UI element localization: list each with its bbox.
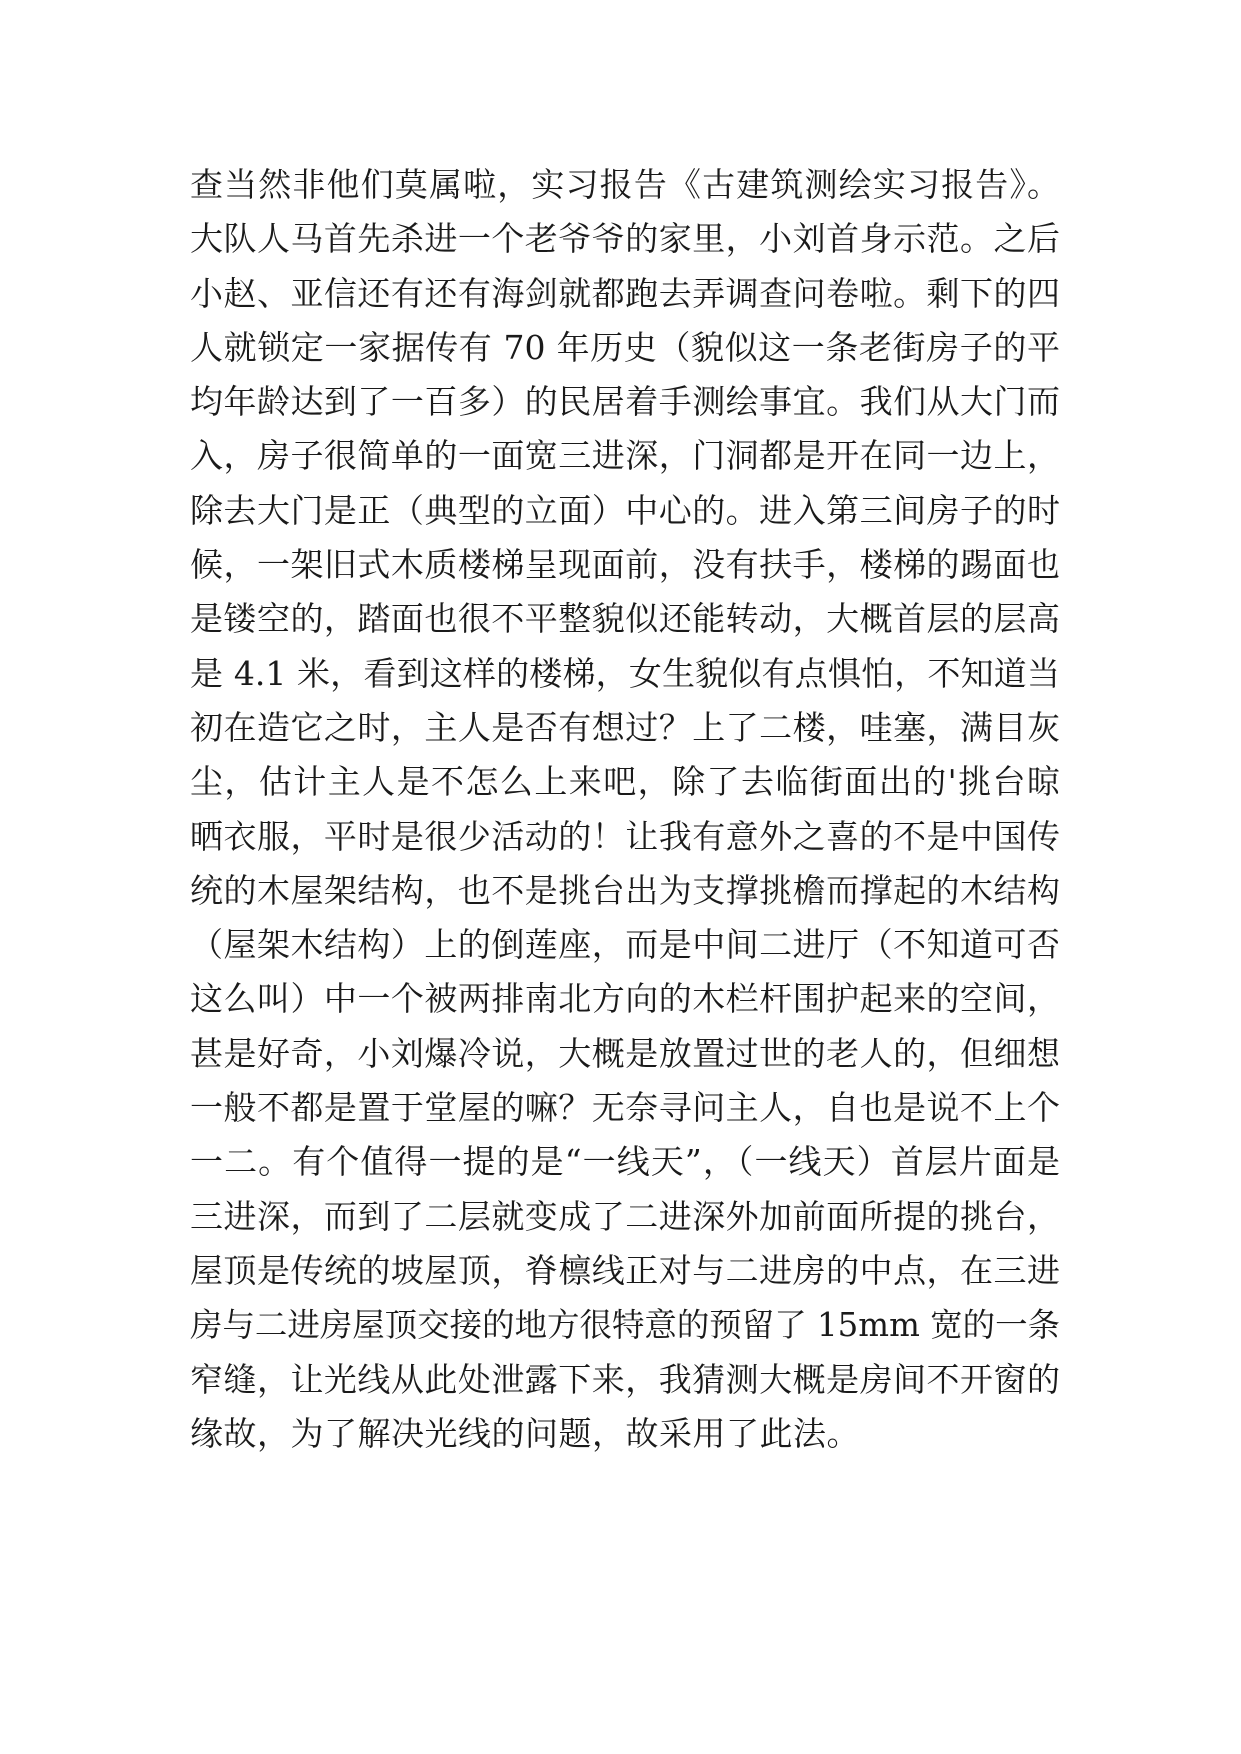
text-line: 晒衣服，平时是很少活动的！让我有意外之喜的不是中国传 [190, 816, 1060, 856]
text-line: （屋架木结构）上的倒莲座，而是中间二进厅（不知道可否 [190, 925, 1060, 965]
text-line: 屋顶是传统的坡屋顶，脊檩线正对与二进房的中点，在三进 [190, 1250, 1060, 1290]
text-line: 一二。有个值得一提的是“一线天”，（一线天）首层片面是 [190, 1142, 1060, 1182]
text-line: 甚是好奇，小刘爆冷说，大概是放置过世的老人的，但细想 [190, 1033, 1060, 1073]
text-line: 缘故，为了解决光线的问题，故采用了此法。 [190, 1413, 860, 1453]
text-line: 人就锁定一家据传有 70 年历史（貌似这一条老街房子的平 [190, 327, 1060, 367]
text-line: 三进深，而到了二层就变成了二进深外加前面所提的挑台， [190, 1196, 1060, 1236]
text-line: 这么叫）中一个被两排南北方向的木栏杆围护起来的空间， [190, 979, 1060, 1019]
text-line: 统的木屋架结构，也不是挑台出为支撑挑檐而撑起的木结构 [190, 870, 1060, 910]
text-line: 候，一架旧式木质楼梯呈现面前，没有扶手，楼梯的踢面也 [190, 545, 1060, 585]
text-line: 一般不都是置于堂屋的嘛？无奈寻问主人，自也是说不上个 [190, 1088, 1060, 1128]
text-line: 除去大门是正（典型的立面）中心的。进入第三间房子的时 [190, 490, 1060, 530]
text-line: 入，房子很简单的一面宽三进深，门洞都是开在同一边上， [190, 436, 1060, 476]
text-line: 是 4.1 米，看到这样的楼梯，女生貌似有点惧怕，不知道当 [190, 653, 1060, 693]
text-line: 房与二进房屋顶交接的地方很特意的预留了 15mm 宽的一条 [190, 1306, 1060, 1345]
text-line: 尘，估计主人是不怎么上来吧，除了去临街面出的'挑台晾 [190, 762, 1060, 802]
text-line: 均年龄达到了一百多）的民居着手测绘事宜。我们从大门而 [190, 382, 1060, 422]
body-paragraph [190, 158, 1060, 1461]
text-line: 是镂空的，踏面也很不平整貌似还能转动，大概首层的层高 [190, 599, 1060, 639]
text-line: 查当然非他们莫属啦，实习报告《古建筑测绘实习报告》。 [190, 165, 1060, 204]
text-line: 大队人马首先杀进一个老爷爷的家里，小刘首身示范。之后 [190, 219, 1060, 259]
text-line: 小赵、亚信还有还有海剑就都跑去弄调查问卷啦。剩下的四 [190, 273, 1060, 313]
text-line: 初在造它之时，主人是否有想过？上了二楼，哇塞，满目灰 [190, 707, 1060, 747]
text-line: 窄缝，让光线从此处泄露下来，我猜测大概是房间不开窗的 [190, 1359, 1060, 1399]
